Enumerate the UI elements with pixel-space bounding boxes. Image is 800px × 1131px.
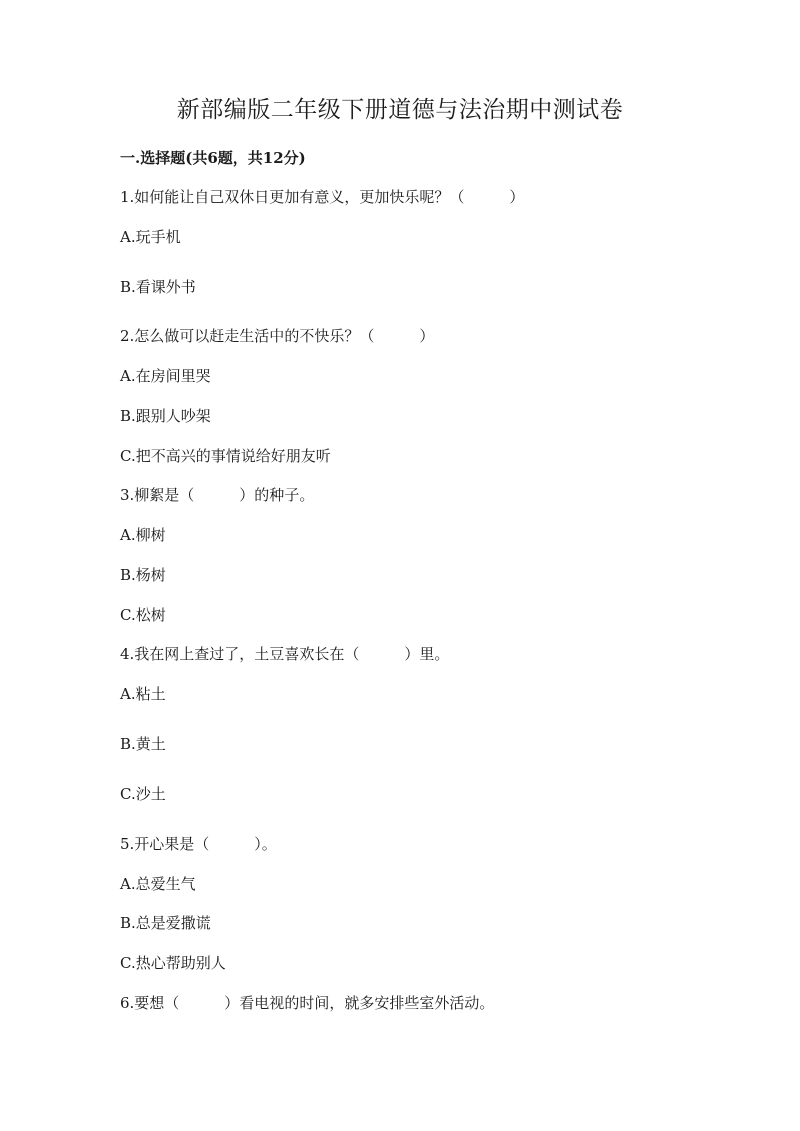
section-heading: 一.选择题(共6题，共12分): [120, 149, 306, 167]
answer-option[interactable]: B.杨树: [120, 566, 166, 584]
answer-option[interactable]: A.在房间里哭: [120, 367, 211, 385]
answer-option[interactable]: A.柳树: [120, 526, 166, 544]
question-stem: 1.如何能让自己双休日更加有意义，更加快乐呢？（ ）: [120, 188, 525, 206]
answer-option[interactable]: B.黄土: [120, 735, 166, 753]
answer-option[interactable]: C.把不高兴的事情说给好朋友听: [120, 447, 331, 465]
answer-option[interactable]: C.沙土: [120, 785, 166, 803]
answer-option[interactable]: A.玩手机: [120, 228, 181, 246]
answer-option[interactable]: B.看课外书: [120, 278, 196, 296]
question-stem: 5.开心果是（ ）。: [120, 835, 277, 853]
question-stem: 6.要想（ ）看电视的时间，就多安排些室外活动。: [120, 994, 495, 1012]
answer-option[interactable]: A.总爱生气: [120, 875, 196, 893]
answer-option[interactable]: C.松树: [120, 606, 166, 624]
question-stem: 4.我在网上查过了，土豆喜欢长在（ ）里。: [120, 645, 450, 663]
answer-option[interactable]: C.热心帮助别人: [120, 954, 226, 972]
answer-option[interactable]: B.总是爱撒谎: [120, 914, 211, 932]
page-title: 新部编版二年级下册道德与法治期中测试卷: [176, 97, 624, 123]
question-stem: 2.怎么做可以赶走生活中的不快乐？（ ）: [120, 327, 435, 345]
answer-option[interactable]: A.粘土: [120, 685, 166, 703]
question-stem: 3.柳絮是（ ）的种子。: [120, 486, 315, 504]
answer-option[interactable]: B.跟别人吵架: [120, 407, 211, 425]
